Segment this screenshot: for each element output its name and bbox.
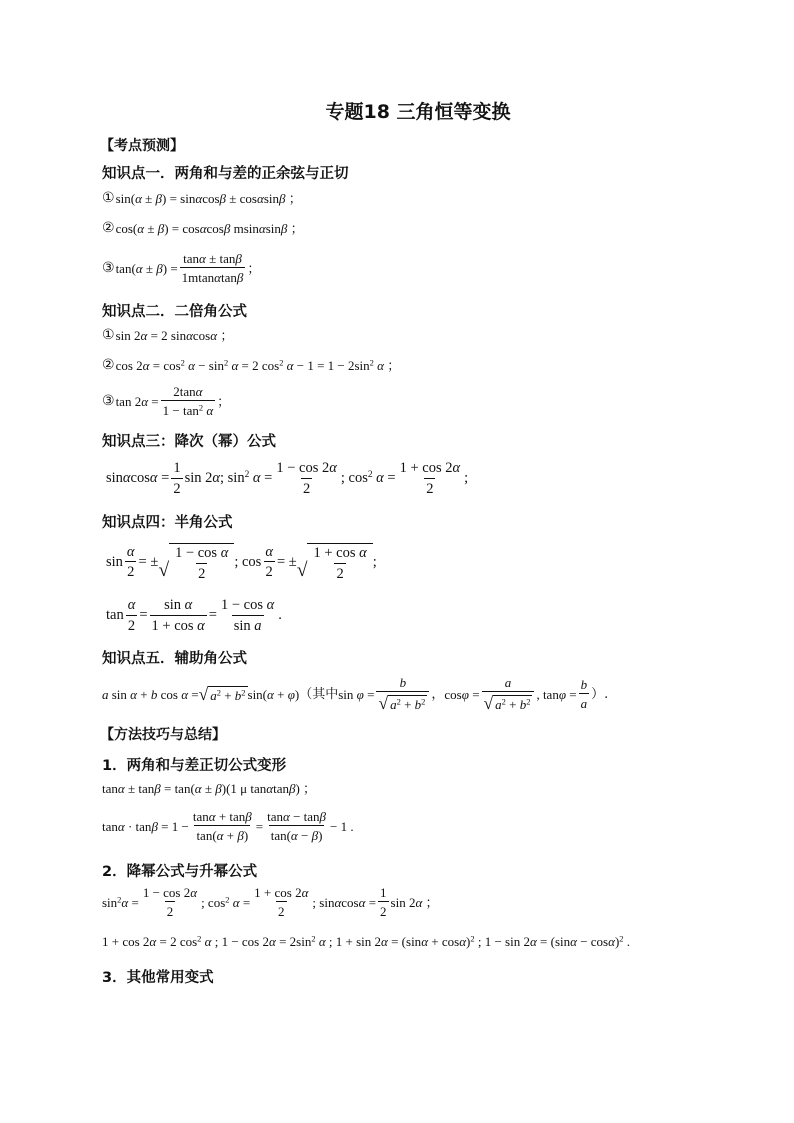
fraction: $\frac{1}{2}$	[173, 460, 181, 497]
fraction: b √ $a^2 + b^2$	[376, 676, 429, 713]
formula-cos-double: ② $\cos 2\alpha = \cos^2 \alpha - \sin^2 \alpha = 2$ $\cos^2 \alpha - 1 = 1 - 2\sin^2$ α ；	[102, 356, 401, 373]
fraction: $\frac{\alpha}{2}$	[126, 543, 135, 580]
square-root: √ $a^2 + b^2$	[198, 683, 246, 704]
formula-tan-double: ③ tan 2α = $\frac{2\tan\alpha}{1 - \tan^2 \alpha}$ ；	[102, 384, 231, 418]
formula-tan-sum-variant-2: tanα · tanβ = 1 − $\frac{\tan\alpha + \tan\beta}{\tan(\alpha + \beta)}$ = $\frac{\tan\alpha - \tan\beta}{\tan(\alpha - \beta)}$ − 1 .	[102, 809, 354, 843]
page-title: 专题18 三角恒等变换	[325, 101, 511, 123]
fraction: $\frac{\tan\alpha - \tan\beta}{\tan(\alpha - \beta)}$	[267, 809, 327, 843]
methods-item-1-heading: 1．两角和与差正切公式变形	[102, 758, 287, 774]
marker-2: ②	[102, 220, 115, 236]
fraction: $\frac{1 + \cos 2\alpha}{2}$	[399, 460, 461, 497]
formula-sin-double: ① sin 2α = 2 sinαcosα ；	[102, 327, 234, 343]
formula-power-reduce-raise: $\sin^2\alpha$ = $\frac{1 - \cos 2\alpha}{2}$ ; $\cos^2 \alpha$ = $\frac{1 + \cos 2\alpha}{2}$ ; sinαcosα = $\frac{1}{2}$ sin 2α ；	[102, 885, 439, 919]
formula-sin-sum: ① sin(α ± β) = sinαcosβ ± cosαsinβ ；	[102, 190, 302, 206]
section-methods-heading: 【方法技巧与总结】	[100, 727, 226, 743]
fraction: $\frac{1 - \cos 2\alpha}{2}$	[142, 885, 198, 919]
formula-auxiliary-angle: a sin α + b cos α = √ $a^2 + b^2$ sin(α + φ) （其中 sin φ = b √ $a^2 + b^2$ ， cosφ = a √ $a^2 + b^2$ , tanφ = $\frac{b}{a}$ ）.	[102, 675, 609, 713]
knowledge-point-3-heading: 知识点三：降次（幂）公式	[102, 434, 276, 450]
knowledge-point-4-heading: 知识点四：半角公式	[102, 515, 233, 531]
fraction: $\frac{b}{a}$	[580, 677, 588, 712]
marker-3: ③	[102, 260, 115, 276]
methods-item-3-heading: 3．其他常用变式	[102, 970, 214, 986]
section-forecast-heading: 【考点预测】	[100, 138, 184, 154]
fraction: $\frac{1 - \cos 2\alpha}{2}$	[276, 460, 337, 497]
fraction: a √ $a^2 + b^2$	[482, 676, 535, 713]
fraction: $\frac{\alpha}{2}$	[265, 543, 273, 580]
knowledge-point-5-heading: 知识点五．辅助角公式	[102, 651, 247, 667]
knowledge-point-1-heading: 知识点一．两角和与差的正余弦与正切	[102, 166, 349, 182]
formula-half-angle-tan: tan $\frac{\alpha}{2}$ = $\frac{\text{sin α}}{\text{1 + cos α}}$ = $\frac{\text{1 − cos α}}{\text{sin a}}$ .	[106, 597, 282, 634]
formula-tan-sum-variant-1: tanα ± tanβ = tan(α ± β)(1 μ tanαtanβ) ；	[102, 781, 317, 796]
fraction: $\frac{2\tan\alpha}{1 - \tan^2 \alpha}$	[162, 384, 214, 418]
marker-1: ①	[102, 190, 115, 206]
fraction: $\frac{1}{2}$	[380, 885, 387, 919]
formula-half-angle-sin-cos: sin $\frac{\alpha}{2}$ = ± √ $\frac{\text{1 − cos α}}{2}$ ; cos $\frac{\alpha}{2}$ = ± √ $\frac{\text{1 + cos α}}{2}$ ;	[106, 543, 377, 582]
fraction: $\frac{\tan\alpha + \tan\beta}{\tan(\alpha + \beta)}$	[192, 809, 252, 843]
fraction: $\frac{\tan\alpha \pm \tan\beta}{1mtan\alpha\tan\beta}$	[181, 251, 244, 285]
formula-raise-power: 1 + cos 2α = 2 $\cos^2 \alpha$ ; $1 - \cos 2\alpha = 2\sin^2$ α ; $1 + \sin 2\alpha = (\sin\alpha + \cos\alpha)^2$ ; $1 - \sin 2\alpha = (\sin\alpha - \cos\alpha)^2$ .	[102, 933, 631, 949]
knowledge-point-2-heading: 知识点二．二倍角公式	[102, 304, 247, 320]
marker-1: ①	[102, 327, 115, 343]
square-root: √ $\frac{\text{1 − cos α}}{2}$	[158, 543, 234, 581]
fraction: $\frac{\alpha}{2}$	[127, 597, 136, 634]
fraction: $\frac{1 + \cos 2\alpha}{2}$	[254, 885, 309, 919]
fraction: $\frac{\text{1 − cos α}}{\text{sin a}}$	[220, 597, 275, 634]
square-root: √ $\frac{\text{1 + cos α}}{2}$	[297, 543, 373, 581]
marker-3: ③	[102, 393, 115, 409]
formula-cos-sum: ② cos(α ± β) = cosαcosβ msinαsinβ ；	[102, 220, 304, 236]
formula-power-reduction: sinαcosα = $\frac{1}{2}$ sin 2α; $\sin^2 \alpha$ = $\frac{1 - \cos 2\alpha}{2}$ ; $\cos^2 \alpha$ = $\frac{1 + \cos 2\alpha}{2}$ ;	[106, 460, 469, 497]
methods-item-2-heading: 2．降幂公式与升幂公式	[102, 864, 258, 880]
marker-2: ②	[102, 357, 115, 373]
fraction: $\frac{\text{sin α}}{\text{1 + cos α}}$	[151, 597, 205, 634]
formula-tan-sum: ③ tan(α ± β) = $\frac{\tan\alpha \pm \tan\beta}{1mtan\alpha\tan\beta}$ ；	[102, 251, 261, 285]
